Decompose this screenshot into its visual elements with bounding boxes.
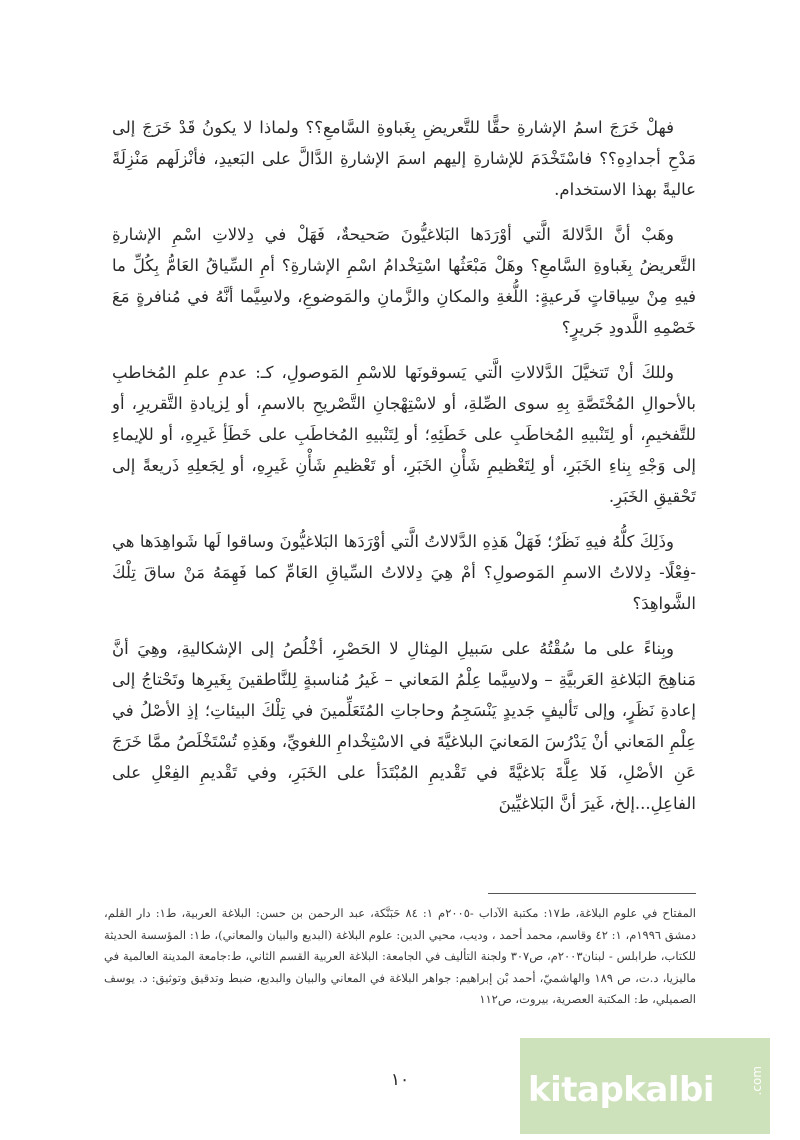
paragraph: وهَبْ أنَّ الدَّلالةَ الَّتي أوْرَدَها البَلاغيُّونَ صَحيحةٌ، فَهَلْ في دِلالاتِ اسْمِ الإشارةِ التَّعريضُ بِغَباوةِ السَّامعِ؟ وهَلْ مَبْعَثُها اسْتِخْدامُ اسْمِ الإشارةِ؟ أمِ السِّياقُ العَامُّ بِكُلِّ ما فيهِ مِنْ سِياقاتٍ فَرعيةٍ: اللُّغةِ والمكانِ والزَّمانِ والمَوضوعِ، ولاسِيَّما أنَّهُ في مُنافرةٍ مَعَ خَصْمِهِ اللَّدودِ جَريرٍ؟	[112, 225, 696, 337]
footnotes	[104, 903, 696, 1011]
footnote-separator	[488, 893, 696, 894]
paragraph: وذَلِكَ كلُّهُ فيهِ نَظَرٌ؛ فَهَلْ هَذِهِ الدَّلالاتُ الَّتي أوْرَدَها البَلاغيُّونَ وساقوا لَها شَواهِدَها هي -فِعْلًا- دِلالاتُ الاسمِ المَوصولِ؟ أمْ هِيَ دِلالاتُ السِّياقِ العَامِّ كما فَهِمَهُ مَنْ ساقَ تِلْكَ الشَّواهِدَ؟	[112, 532, 696, 613]
paragraph: وللكَ أنْ تَتخيَّلَ الدَّلالاتِ الَّتي يَسوقونَها للاسْمِ المَوصولِ، كـ: عدمِ علمِ المُخاطبِ بالأحوالِ المُخْتَصَّةِ بِهِ سوى الصِّلةِ، أو لاسْتِهْجانِ التَّصْريحِ بالاسمِ، أو لِزيادةِ التَّقريرِ، أو للتَّفخيمِ، أو لِتَنْبيهِ المُخاطَبِ على خَطَئِهِ؛ أو لِتَنْبيهِ المُخاطَبِ على خَطَأِ غَيرِهِ، أو للإيماءِ إلى وَجْهِ بِناءِ الخَبَرِ، أو لِتَعْظيمِ شَأْنِ الخَبَرِ، أو تَعْظيمِ شَأْنِ غَيرِهِ، أو لِجَعلِهِ ذَريعةً إلى تَحْقيقِ الخَبَرِ.	[112, 363, 696, 506]
main-text	[112, 112, 696, 833]
watermark-text: kitapkalbi	[528, 1070, 715, 1110]
paragraph: وبِناءً على ما سُقْتُهُ على سَبيلِ المِثالِ لا الحَصْرِ، أخْلُصُ إلى الإشكاليةِ، وهِيَ أنَّ مَناهِجَ البَلاغةِ العَربيَّةِ – ولاسِيَّما عِلْمُ المَعاني – غَيرُ مُناسبةٍ لِلنَّاطقينَ بِغَيرِها وتَحْتاجُ إلى إعادةِ نَظَرٍ، وإلى تَأليفٍ جَديدٍ يَنْسَجِمُ وحاجاتِ المُتَعَلِّمينَ في تِلْكَ البيئاتِ؛ إذِ الأصْلُ في عِلْمِ المَعاني أنْ يَدْرُسَ المَعانيَ البلاغيَّةَ في الاسْتِخْدامِ اللغويِّ، وهَذِهِ تُسْتَخْلَصُ ممَّا خَرَجَ عَنِ الأصْلِ، فَلا عِلَّةَ بَلاغيَّةً في تَقْديمِ المُبْتَدَأ على الخَبَرِ، وفي تَقْديمِ الفِعْلِ على الفاعِلِ...إلخ، غَيرَ أنَّ البَلاغيِّينَ	[112, 639, 696, 813]
watermark-suffix: .com	[750, 1066, 764, 1096]
paragraph: فهلْ خَرَجَ اسمُ الإشارةِ حقًّا للتَّعريضِ بِغَباوةِ السَّامعِ؟؟ ولماذا لا يكونُ قَدْ خَرَجَ إلى مَدْحِ أجدادِهِ؟؟ فاسْتَخْدَمَ للإشارةِ إليهم اسمَ الإشارةِ الدَّالَّ على البَعيدِ، فأنْزلَهم مَنْزِلَةً عاليةً بهذا الاستخدام.	[112, 118, 696, 199]
watermark-logo	[520, 1038, 770, 1134]
page-number: ١٠	[390, 1070, 410, 1090]
footnote-text: المفتاح في علوم البلاغة، ط١٧: مكتبة الآداب -٢٠٠٥م ١: ٨٤ حَبَنَّكة، عبد الرحمن بن حسن: البلاغة العربية، ط١: دار القلم، دمشق ١٩٩٦م، ١: ٤٢ وقاسم، محمد أحمد ، وديب، محيي الدين: علوم البلاغة (البديع والبيان والمعاني)، ط١: المؤسسة الحديثة للكتاب، طرابلس - لبنان٢٠٠٣م، ص٣٠٧ ولجنة التأليف في الجامعة: البلاغة العربية القسم الثاني، ط:جامعة المدينة العالمية في ماليزيا، د.ت، ص ١٨٩ والهاشميّ، أحمد بْن إبراهيم: جواهر البلاغة في المعاني والبيان والبديع، ضبط وتدقيق وتوثيق: د. يوسف الصميلي، ط: المكتبة العصرية، بيروت، ص١١٢	[104, 906, 696, 1006]
